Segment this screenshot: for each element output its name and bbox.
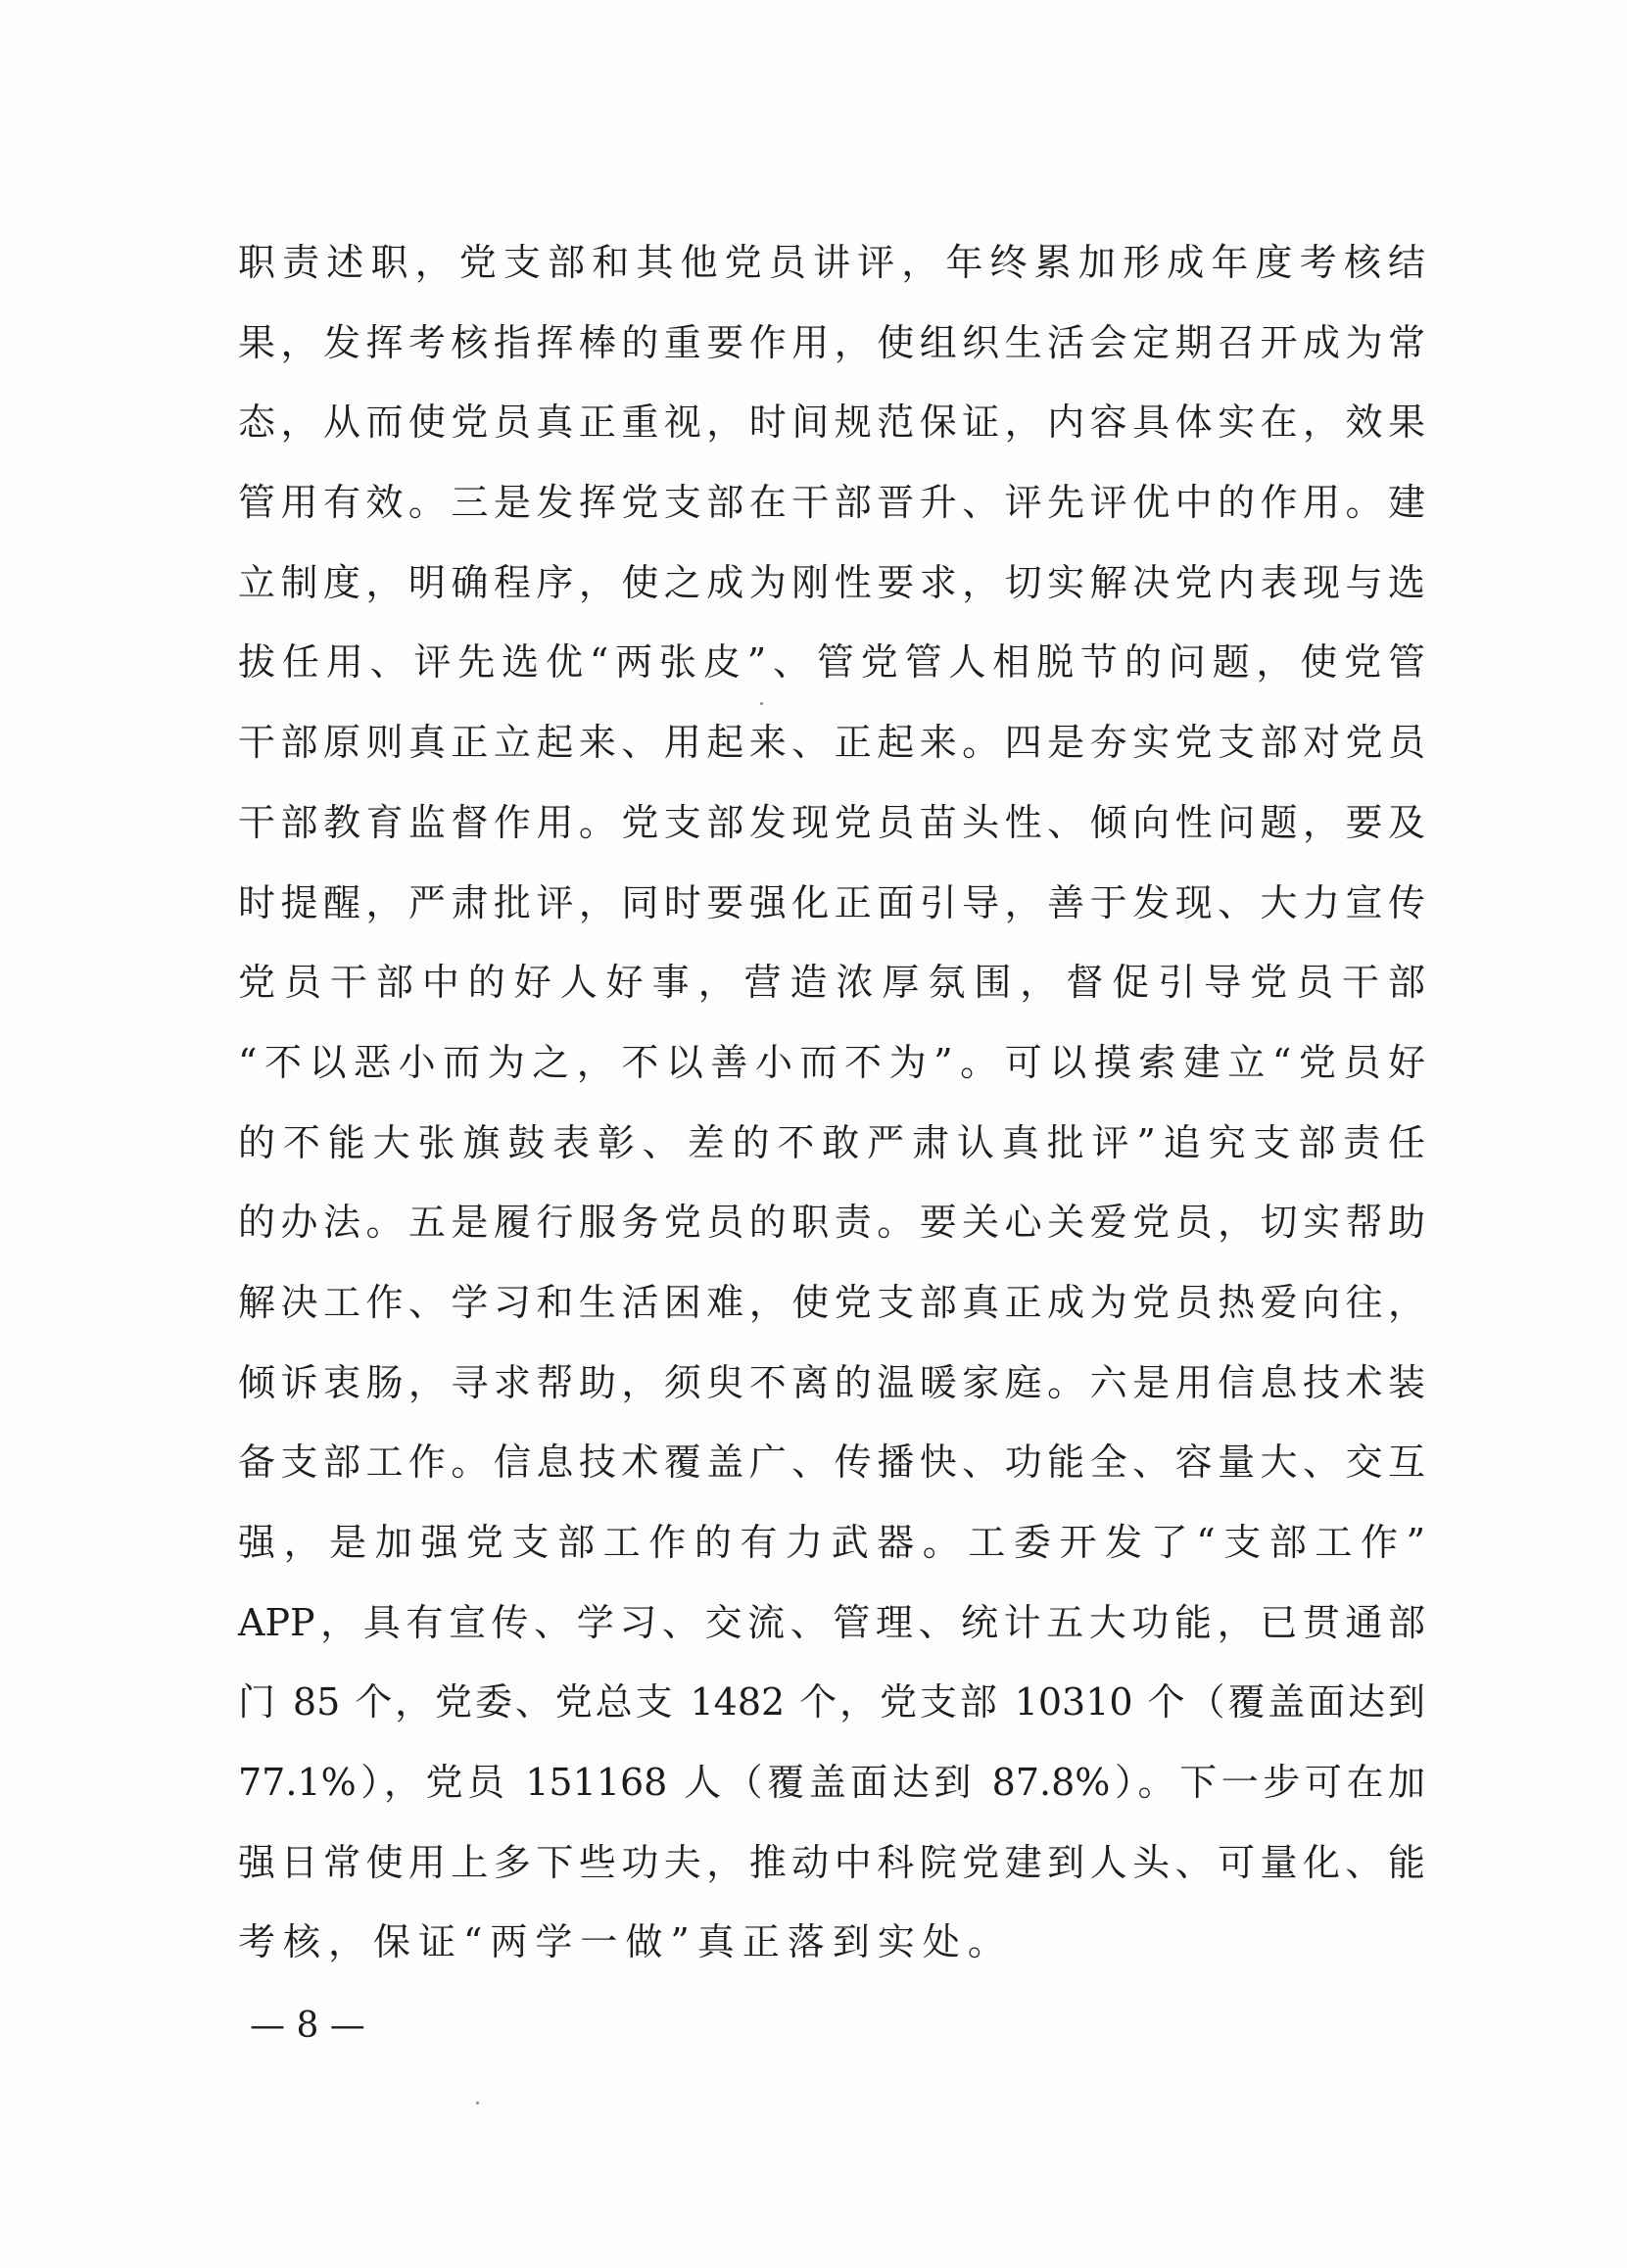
text-line-18: APP，具有宣传、学习、交流、管理、统计五大功能，已贯通部 [238, 1600, 1425, 1644]
text-line-14: 解决工作、学习和生活困难，使党支部真正成为党员热爱向往， [238, 1280, 1425, 1324]
text-line-22: 考核，保证“两学一做”真正落到实处。 [238, 1920, 1013, 1964]
text-line-20: 77.1%），党员 151168 人（覆盖面达到 87.8%）。下一步可在加 [238, 1761, 1425, 1805]
text-line-11: “不以恶小而为之，不以善小而不为”。可以摸索建立“党员好 [238, 1040, 1425, 1084]
text-line-6: 拔任用、评先选优“两张皮”、管党管人相脱节的问题，使党管 [238, 640, 1425, 685]
text-line-9: 时提醒，严肃批评，同时要强化正面引导，善于发现、大力宣传 [238, 880, 1425, 924]
scan-speck [760, 702, 763, 705]
text-line-7: 干部原则真正立起来、用起来、正起来。四是夯实党支部对党员 [238, 721, 1425, 765]
text-line-3: 态，从而使党员真正重视，时间规范保证，内容具体实在，效果 [238, 401, 1425, 445]
text-line-13: 的办法。五是履行服务党员的职责。要关心关爱党员，切实帮助 [238, 1201, 1425, 1245]
text-line-17: 强，是加强党支部工作的有力武器。工委开发了“支部工作” [238, 1521, 1425, 1564]
text-line-8: 干部教育监督作用。党支部发现党员苗头性、倾向性问题，要及 [238, 800, 1425, 844]
text-line-5: 立制度，明确程序，使之成为刚性要求，切实解决党内表现与选 [238, 560, 1425, 604]
scan-speck [476, 2102, 479, 2104]
text-line-15: 倾诉衷肠，寻求帮助，须臾不离的温暖家庭。六是用信息技术装 [238, 1360, 1425, 1404]
text-line-21: 强日常使用上多下些功夫，推动中科院党建到人头、可量化、能 [238, 1840, 1425, 1884]
body-text [238, 223, 1425, 1983]
text-line-10: 党员干部中的好人好事，营造浓厚氛围，督促引导党员干部 [238, 961, 1425, 1005]
text-line-1: 职责述职，党支部和其他党员讲评，年终累加形成年度考核结 [238, 241, 1425, 284]
text-line-2: 果，发挥考核指挥棒的重要作用，使组织生活会定期召开成为常 [238, 320, 1425, 364]
text-line-4: 管用有效。三是发挥党支部在干部晋升、评先评优中的作用。建 [238, 481, 1425, 525]
page-number: — 8 — [250, 2006, 365, 2046]
text-line-19: 门 85 个，党委、党总支 1482 个，党支部 10310 个（覆盖面达到 [238, 1680, 1425, 1725]
text-line-12: 的不能大张旗鼓表彰、差的不敢严肃认真批评”追究支部责任 [238, 1120, 1425, 1164]
text-line-16: 备支部工作。信息技术覆盖广、传播快、功能全、容量大、交互 [238, 1441, 1425, 1485]
